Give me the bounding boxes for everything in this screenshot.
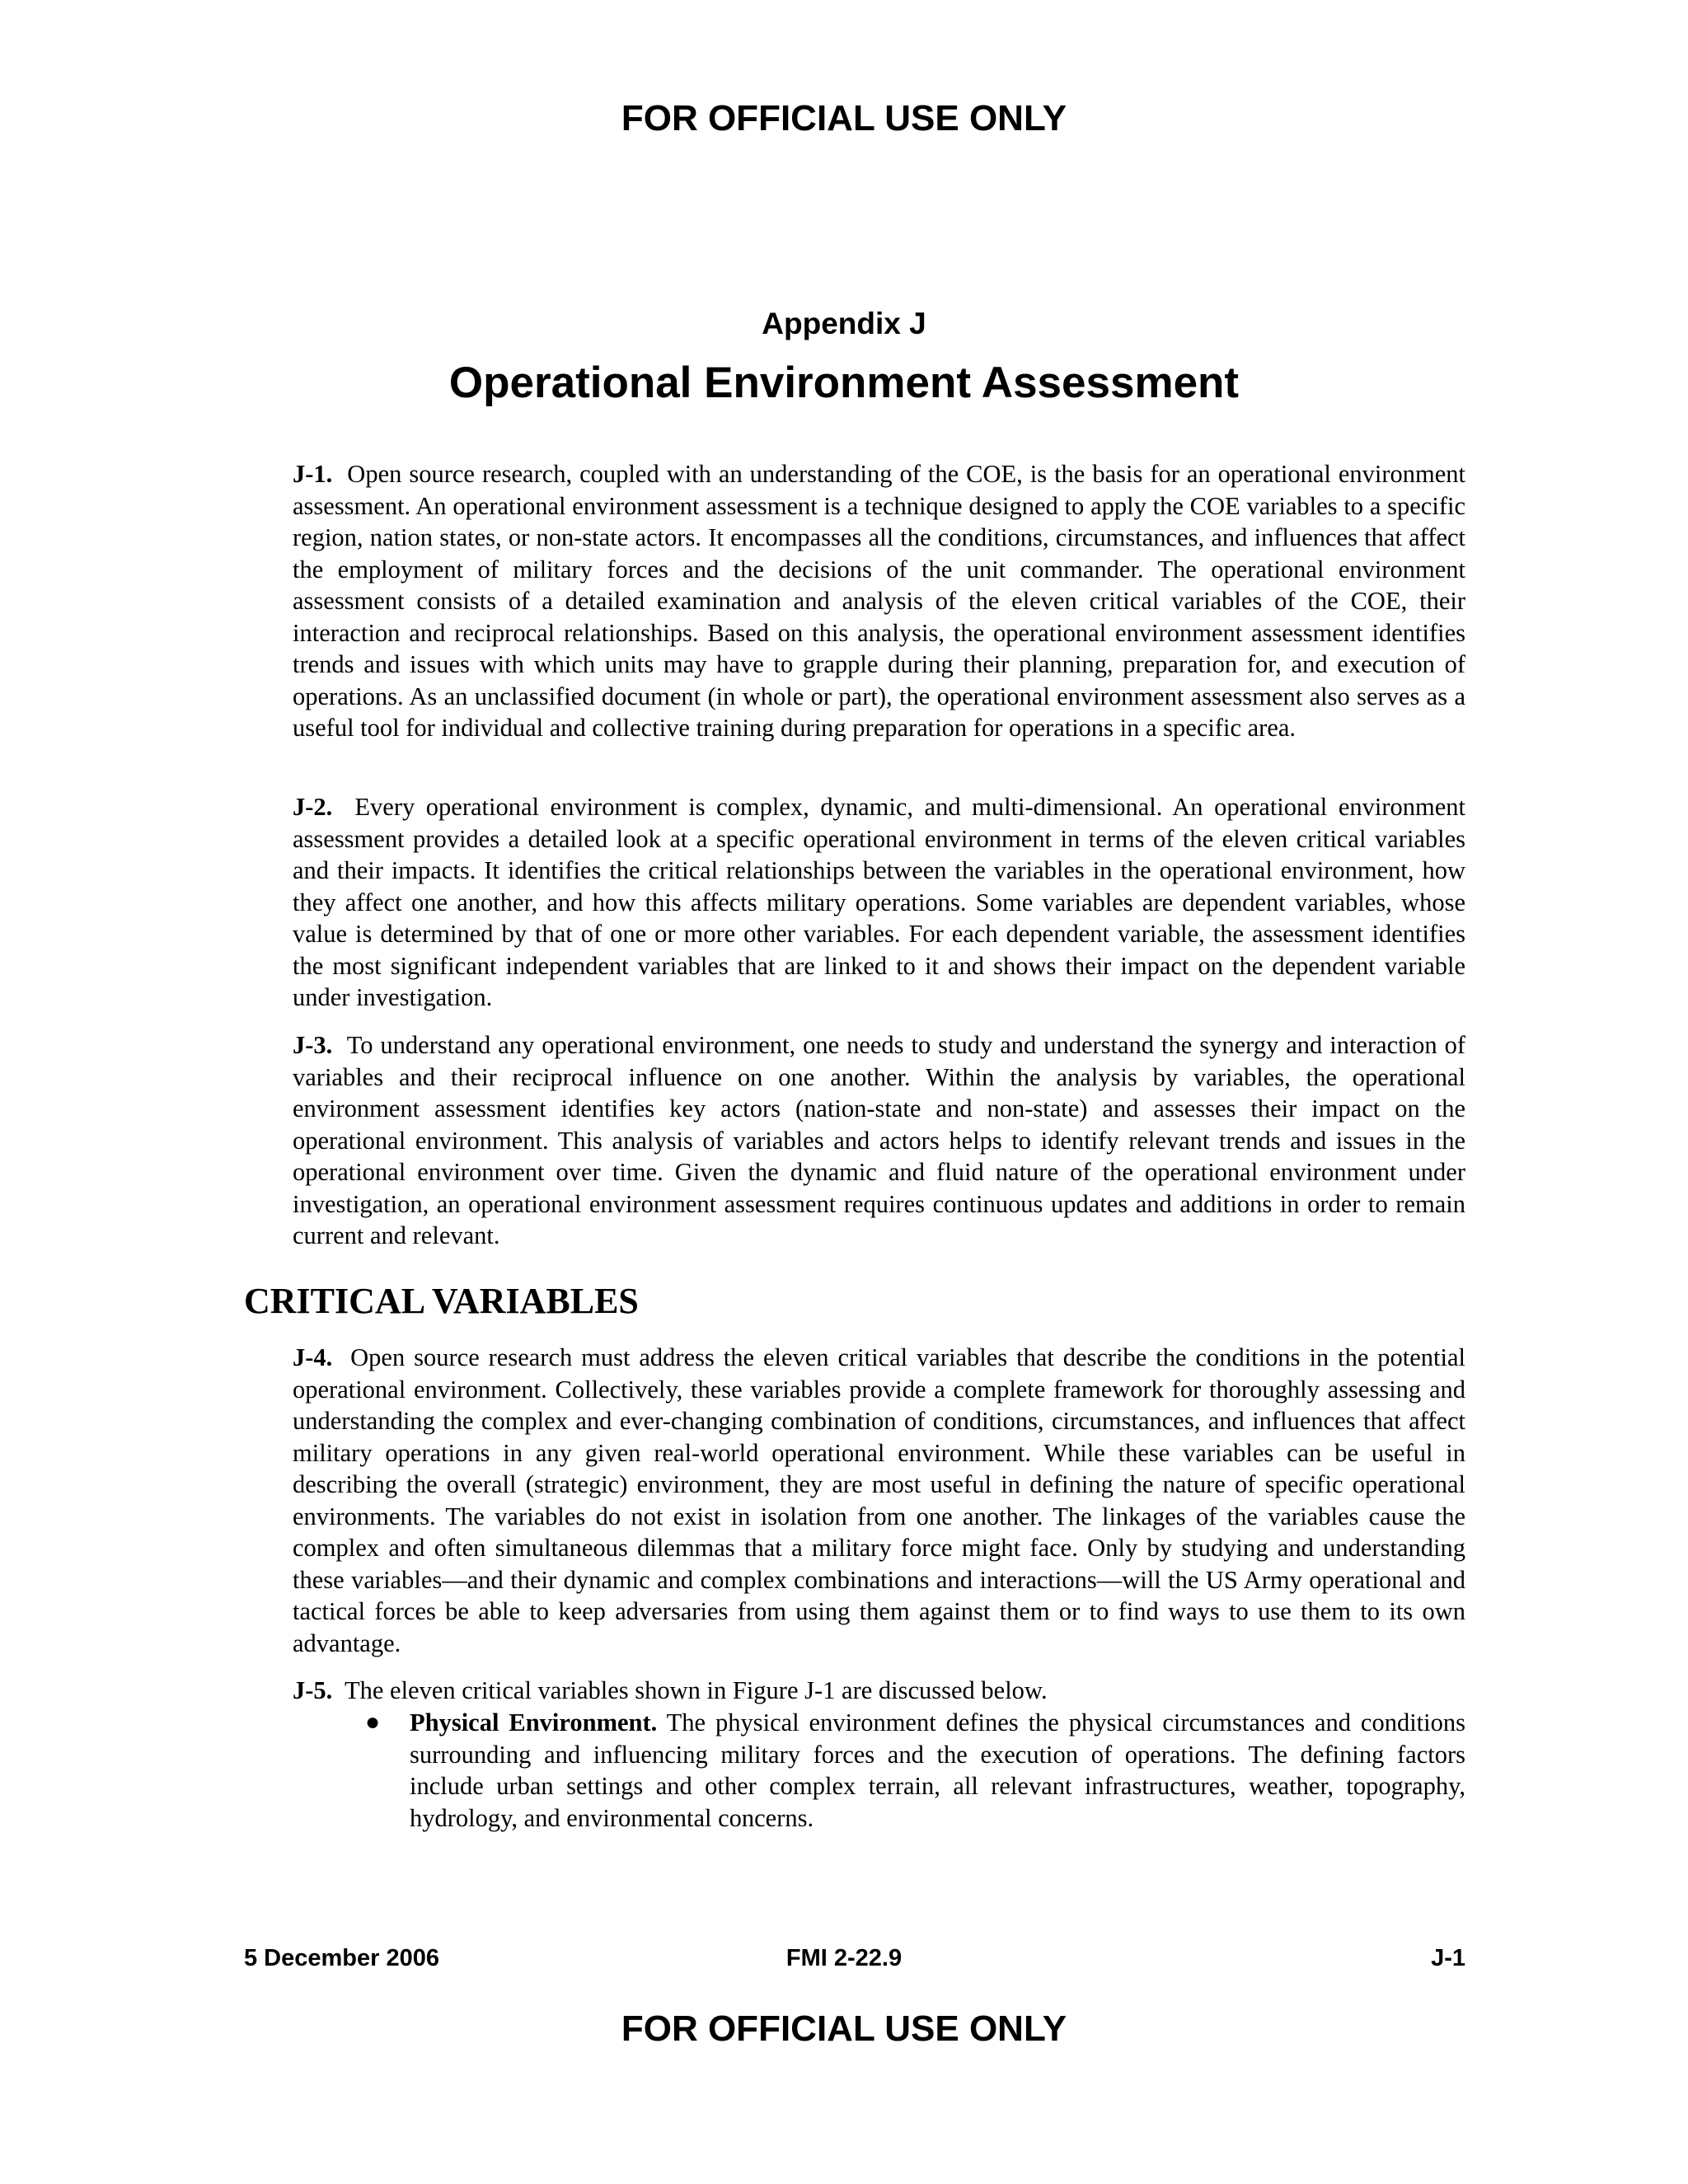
paragraph-number: J-5. [293,1676,333,1704]
paragraph-text: Open source research, coupled with an understanding of the COE, is the basis for an operational environment assessment. An operational environment assessment is a technique designed to apply the COE variables to a specific region, nation states, or non-state actors. It encompasses all the conditions, circumstances, and influences that affect the employment of military forces and the decisions of the unit commander. The operational environment assessment consists of a detailed examination and analysis of the eleven critical variables of the COE, their interaction and reciprocal relationships. Based on this analysis, the operational environment assessment identifies trends and issues with which units may have to grapple during their planning, preparation for, and execution of operations. As an unclassified document (in whole or part), the operational environment assessment also serves as a useful tool for individual and collective training during preparation for operations in a specific area. [293,460,1466,742]
bullet-term: Physical Environment. [410,1708,658,1736]
bullet-item-physical-environment [365,1707,1466,1834]
paragraph-j5 [293,1675,1465,1707]
section-heading: CRITICAL VARIABLES [244,1281,639,1321]
paragraph-text: The eleven critical variables shown in Figure J-1 are discussed below. [345,1676,1048,1704]
paragraph-number: J-1. [293,460,333,488]
paragraph-text: Every operational environment is complex, dynamic, and multi-dimensional. An operational environment assessment provides a detailed look at a specific operational environment in terms of the eleven critical variables and their impacts. It identifies the critical relationships between the variables in the operational environment, how they affect one another, and how this affects military operations. Some variables are dependent variables, whose value is determined by that of one or more other variables. For each dependent variable, the assessment identifies the most significant independent variables that are linked to it and shows their impact on the dependent variable under investigation. [293,793,1465,1011]
bullet-dot-icon: ● [365,1708,381,1736]
paragraph-j4 [293,1342,1465,1659]
classification-banner-bottom: FOR OFFICIAL USE ONLY [621,2008,1067,2049]
paragraph-number: J-3. [293,1031,333,1059]
paragraph-j2 [293,791,1465,1014]
paragraph-number: J-4. [293,1343,333,1371]
footer-page-number: J-1 [1431,1945,1465,1971]
paragraph-number: J-2. [293,793,333,821]
paragraph-text: Open source research must address the eleven critical variables that describe the conditions in the potential operational environment. Collectively, these variables provide a complete framework for thoroughly assessing and understanding the complex and ever-changing combination of conditions, circumstances, and influences that affect military operations in any given real-world operational environment. While these variables can be useful in describing the overall (strategic) environment, they are most useful in defining the nature of specific operational environments. The variables do not exist in isolation from one another. The linkages of the variables cause the complex and often simultaneous dilemmas that a military force might face. Only by studying and understanding these variables—and their dynamic and complex combinations and interactions—will the US Army operational and tactical forces be able to keep adversaries from using them against them or to find ways to use them to its own advantage. [293,1343,1465,1657]
appendix-label: Appendix J [762,307,926,340]
paragraph-j1 [293,458,1465,744]
page-title: Operational Environment Assessment [448,359,1240,407]
footer-publication: FMI 2-22.9 [785,1945,903,1971]
footer-date: 5 December 2006 [244,1945,439,1971]
paragraph-text: To understand any operational environment, one needs to study and understand the synergy and interaction of variables and their reciprocal influence on one another. Within the analysis by variables, the operational environment assessment identifies key actors (nation-state and non-state) and assesses their impact on the operational environment. This analysis of variables and actors helps to identify relevant trends and issues in the operational environment over time. Given the dynamic and fluid nature of the operational environment under investigation, an operational environment assessment requires continuous updates and additions in order to remain current and relevant. [293,1031,1466,1249]
classification-banner-top: FOR OFFICIAL USE ONLY [621,98,1067,138]
paragraph-j3 [293,1029,1465,1252]
bullet-text: The physical environment defines the physical circumstances and conditions surrounding and influencing military forces and the execution of operations. The defining factors include urban settings and other complex terrain, all relevant infrastructures, weather, topography, hydrology, and environmental concerns. [410,1708,1466,1832]
